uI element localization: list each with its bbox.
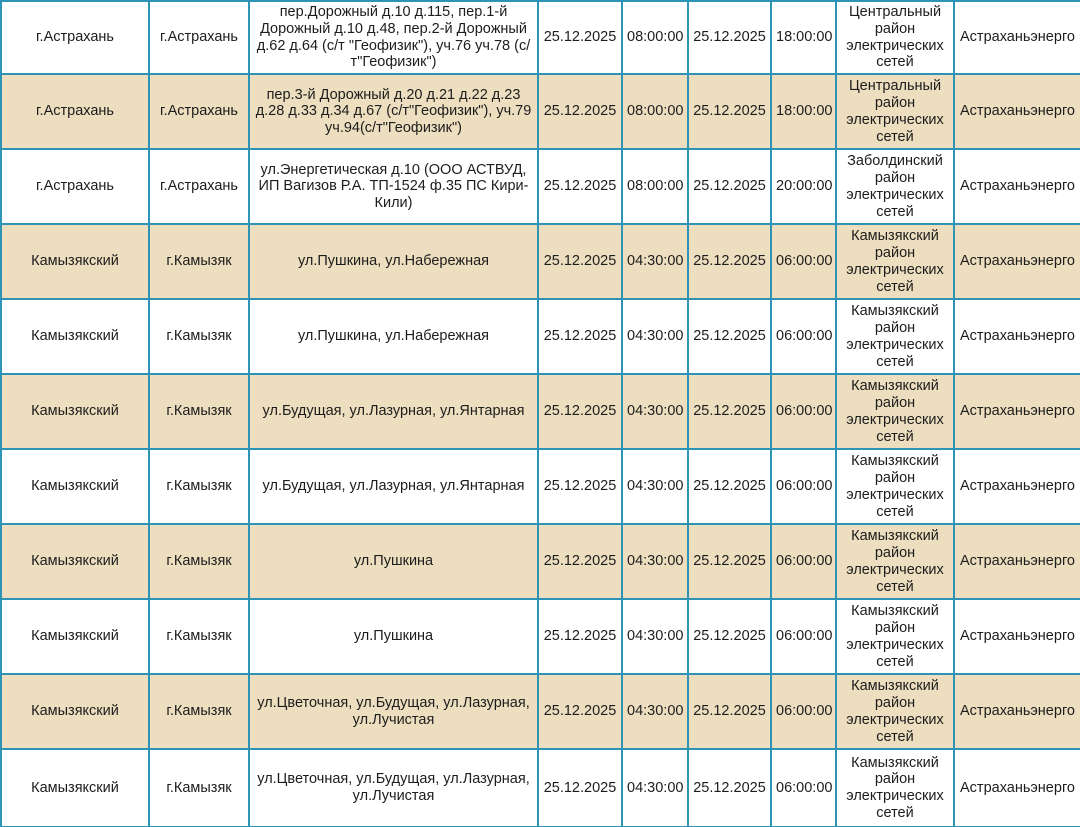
cell-city: г.Камызяк [149, 599, 249, 674]
table-row [1, 1, 1080, 74]
cell-end-date: 25.12.2025 [688, 449, 771, 524]
cell-district: Камызякский [1, 524, 149, 599]
cell-addresses: ул.Пушкина, ул.Набережная [249, 299, 538, 374]
cell-start-date: 25.12.2025 [538, 374, 622, 449]
table-row [1, 599, 1080, 674]
cell-network-district: Камызякский район электрических сетей [836, 674, 954, 749]
cell-city: г.Астрахань [149, 74, 249, 149]
cell-company: Астраханьэнерго [954, 1, 1080, 74]
cell-city: г.Камызяк [149, 299, 249, 374]
cell-company: Астраханьэнерго [954, 74, 1080, 149]
cell-city: г.Камызяк [149, 524, 249, 599]
cell-end-date: 25.12.2025 [688, 224, 771, 299]
cell-district: Камызякский [1, 749, 149, 827]
cell-network-district: Камызякский район электрических сетей [836, 749, 954, 827]
cell-addresses: пер.3-й Дорожный д.20 д.21 д.22 д.23 д.28 д.33 д.34 д.67 (с/т"Геофизик"), уч.79 уч.94(с/т"Геофизик") [249, 74, 538, 149]
cell-district: Камызякский [1, 449, 149, 524]
cell-city: г.Камызяк [149, 674, 249, 749]
cell-network-district: Центральный район электрических сетей [836, 74, 954, 149]
cell-addresses: ул.Энергетическая д.10 (ООО АСТВУД, ИП Вагизов Р.А. ТП-1524 ф.35 ПС Кири-Кили) [249, 149, 538, 224]
cell-addresses: ул.Будущая, ул.Лазурная, ул.Янтарная [249, 374, 538, 449]
table-row [1, 149, 1080, 224]
cell-company: Астраханьэнерго [954, 224, 1080, 299]
cell-start-date: 25.12.2025 [538, 149, 622, 224]
cell-company: Астраханьэнерго [954, 749, 1080, 827]
cell-network-district: Камызякский район электрических сетей [836, 599, 954, 674]
outage-table-body [1, 1, 1080, 827]
cell-end-time: 06:00:00 [771, 299, 836, 374]
cell-end-time: 06:00:00 [771, 524, 836, 599]
cell-city: г.Астрахань [149, 1, 249, 74]
cell-district: Камызякский [1, 674, 149, 749]
cell-start-time: 04:30:00 [622, 374, 688, 449]
cell-addresses: ул.Цветочная, ул.Будущая, ул.Лазурная, ул.Лучистая [249, 674, 538, 749]
cell-company: Астраханьэнерго [954, 299, 1080, 374]
cell-company: Астраханьэнерго [954, 599, 1080, 674]
cell-company: Астраханьэнерго [954, 449, 1080, 524]
cell-start-date: 25.12.2025 [538, 224, 622, 299]
cell-city: г.Камызяк [149, 224, 249, 299]
cell-company: Астраханьэнерго [954, 524, 1080, 599]
cell-start-time: 04:30:00 [622, 449, 688, 524]
cell-end-time: 18:00:00 [771, 1, 836, 74]
cell-end-date: 25.12.2025 [688, 149, 771, 224]
cell-addresses: ул.Пушкина, ул.Набережная [249, 224, 538, 299]
cell-company: Астраханьэнерго [954, 374, 1080, 449]
cell-start-date: 25.12.2025 [538, 449, 622, 524]
cell-start-date: 25.12.2025 [538, 674, 622, 749]
cell-start-time: 08:00:00 [622, 1, 688, 74]
table-row [1, 374, 1080, 449]
table-row [1, 74, 1080, 149]
cell-end-date: 25.12.2025 [688, 749, 771, 827]
cell-end-time: 06:00:00 [771, 449, 836, 524]
cell-city: г.Камызяк [149, 749, 249, 827]
cell-end-time: 06:00:00 [771, 674, 836, 749]
cell-end-time: 06:00:00 [771, 599, 836, 674]
cell-network-district: Камызякский район электрических сетей [836, 374, 954, 449]
cell-end-time: 06:00:00 [771, 374, 836, 449]
cell-start-time: 08:00:00 [622, 149, 688, 224]
cell-network-district: Камызякский район электрических сетей [836, 299, 954, 374]
cell-start-date: 25.12.2025 [538, 299, 622, 374]
cell-network-district: Камызякский район электрических сетей [836, 224, 954, 299]
table-row [1, 524, 1080, 599]
cell-start-date: 25.12.2025 [538, 74, 622, 149]
cell-start-time: 04:30:00 [622, 674, 688, 749]
cell-start-date: 25.12.2025 [538, 599, 622, 674]
cell-city: г.Камызяк [149, 449, 249, 524]
cell-network-district: Камызякский район электрических сетей [836, 449, 954, 524]
cell-end-date: 25.12.2025 [688, 599, 771, 674]
cell-district: г.Астрахань [1, 149, 149, 224]
cell-district: Камызякский [1, 299, 149, 374]
table-row [1, 224, 1080, 299]
cell-city: г.Камызяк [149, 374, 249, 449]
cell-district: Камызякский [1, 374, 149, 449]
cell-end-time: 20:00:00 [771, 149, 836, 224]
cell-district: г.Астрахань [1, 74, 149, 149]
cell-addresses: ул.Пушкина [249, 599, 538, 674]
cell-end-date: 25.12.2025 [688, 299, 771, 374]
cell-district: г.Астрахань [1, 1, 149, 74]
cell-start-time: 08:00:00 [622, 74, 688, 149]
table-row [1, 749, 1080, 827]
cell-company: Астраханьэнерго [954, 674, 1080, 749]
table-row [1, 674, 1080, 749]
cell-start-date: 25.12.2025 [538, 524, 622, 599]
cell-start-time: 04:30:00 [622, 224, 688, 299]
cell-addresses: ул.Цветочная, ул.Будущая, ул.Лазурная, ул.Лучистая [249, 749, 538, 827]
cell-start-date: 25.12.2025 [538, 1, 622, 74]
cell-end-date: 25.12.2025 [688, 1, 771, 74]
cell-network-district: Камызякский район электрических сетей [836, 524, 954, 599]
cell-start-date: 25.12.2025 [538, 749, 622, 827]
cell-district: Камызякский [1, 224, 149, 299]
cell-start-time: 04:30:00 [622, 749, 688, 827]
cell-end-date: 25.12.2025 [688, 524, 771, 599]
cell-end-date: 25.12.2025 [688, 374, 771, 449]
cell-company: Астраханьэнерго [954, 149, 1080, 224]
cell-end-date: 25.12.2025 [688, 674, 771, 749]
table-row [1, 299, 1080, 374]
cell-start-time: 04:30:00 [622, 524, 688, 599]
cell-end-time: 06:00:00 [771, 224, 836, 299]
cell-addresses: ул.Будущая, ул.Лазурная, ул.Янтарная [249, 449, 538, 524]
cell-addresses: пер.Дорожный д.10 д.115, пер.1-й Дорожный д.10 д.48, пер.2-й Дорожный д.62 д.64 (с/т "Геофизик"), уч.76 уч.78 (с/т"Геофизик") [249, 1, 538, 74]
cell-network-district: Центральный район электрических сетей [836, 1, 954, 74]
cell-start-time: 04:30:00 [622, 299, 688, 374]
cell-start-time: 04:30:00 [622, 599, 688, 674]
cell-end-time: 06:00:00 [771, 749, 836, 827]
table-row [1, 449, 1080, 524]
cell-city: г.Астрахань [149, 149, 249, 224]
cell-end-time: 18:00:00 [771, 74, 836, 149]
cell-addresses: ул.Пушкина [249, 524, 538, 599]
cell-district: Камызякский [1, 599, 149, 674]
cell-network-district: Заболдинский район электрических сетей [836, 149, 954, 224]
cell-end-date: 25.12.2025 [688, 74, 771, 149]
